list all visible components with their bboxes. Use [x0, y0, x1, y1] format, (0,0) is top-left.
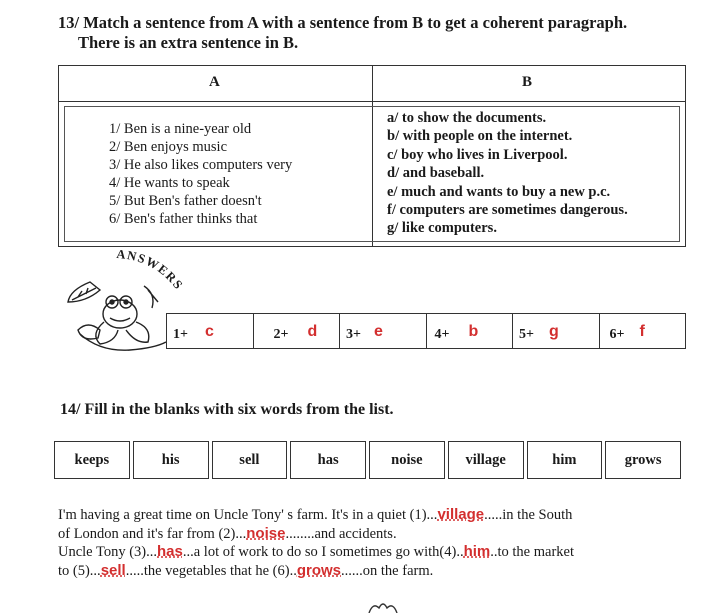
- frog-illustration-icon: [60, 272, 170, 362]
- answer-letter: b: [468, 323, 479, 340]
- exercise-13-subtitle: There is an extra sentence in B.: [78, 33, 299, 52]
- answers-row: [166, 313, 686, 349]
- answer-number: 6+: [609, 327, 625, 342]
- sentence-a-6: 6/ Ben's father thinks that: [109, 211, 258, 227]
- sentence-a-2: 2/ Ben enjoys music: [109, 139, 228, 155]
- answer-letter: d: [307, 323, 318, 340]
- answer-letter: g: [549, 323, 559, 340]
- word-box: sell: [212, 441, 288, 479]
- column-a-sentences: [109, 120, 292, 228]
- sentence-a-3: 3/ He also likes computers very: [109, 157, 293, 173]
- text-segment: ........and accidents.: [285, 525, 397, 542]
- sentence-a-5: 5/ But Ben's father doesn't: [109, 193, 262, 209]
- text-segment: of London and it's far from (2)...: [58, 525, 247, 542]
- paragraph-line: [58, 562, 574, 581]
- exercise-13-title: 13/ Match a sentence from A with a sentence from B to get a coherent paragraph.: [58, 13, 628, 32]
- filled-blank-3: has: [157, 543, 183, 560]
- sentence-b-g: g/ like computers.: [387, 220, 497, 237]
- answer-cell-3: [340, 314, 427, 348]
- text-segment: Uncle Tony (3)...: [58, 544, 157, 560]
- column-b-header: B: [522, 74, 533, 90]
- fill-in-paragraph: [58, 506, 574, 580]
- filled-blank-4: him: [463, 543, 491, 560]
- filled-blank-6: grows: [296, 561, 342, 579]
- filled-blank-1: village: [437, 506, 485, 523]
- matching-table: [58, 65, 686, 247]
- filled-blank-5: sell: [100, 561, 126, 579]
- text-segment: ......on the farm.: [341, 562, 434, 579]
- answer-cell-1: [167, 314, 254, 348]
- text-segment: I'm having a great time on Uncle Tony' s farm. It's in a quiet (1)...: [58, 507, 438, 523]
- sentence-b-e: e/ much and wants to buy a new p.c.: [387, 183, 611, 200]
- answer-cell-4: [427, 314, 514, 348]
- sentence-a-4: 4/ He wants to speak: [109, 175, 230, 191]
- paragraph-line: [58, 543, 574, 562]
- word-box: noise: [369, 441, 445, 479]
- answer-number: 3+: [346, 327, 361, 342]
- sentence-b-f: f/ computers are sometimes dangerous.: [387, 202, 628, 219]
- sentence-b-c: c/ boy who lives in Liverpool.: [387, 146, 568, 163]
- column-b-sentences: [387, 109, 628, 238]
- answer-number: 2+: [273, 327, 289, 342]
- sentence-b-a: a/ to show the documents.: [387, 110, 547, 126]
- word-box: his: [133, 441, 209, 479]
- text-segment: ..to the market: [490, 544, 575, 560]
- answer-number: 5+: [519, 327, 534, 342]
- answer-cell-6: [600, 314, 686, 348]
- answers-label: ANSWERS: [115, 250, 187, 293]
- answer-letter: e: [374, 323, 383, 340]
- filled-blank-2: noise: [246, 524, 286, 542]
- sentence-b-d: d/ and baseball.: [387, 165, 485, 182]
- word-box: keeps: [54, 441, 130, 479]
- word-box: grows: [605, 441, 681, 479]
- word-box: has: [290, 441, 366, 479]
- sentence-a-1: 1/ Ben is a nine-year old: [109, 121, 252, 137]
- answer-letter: f: [639, 323, 645, 340]
- word-list: [54, 441, 681, 479]
- answer-letter: c: [205, 323, 214, 340]
- column-a-header: A: [209, 74, 220, 90]
- decorative-mark-icon: [365, 600, 401, 613]
- exercise-14-title: 14/ Fill in the blanks with six words from the list.: [60, 401, 394, 418]
- text-segment: ...a lot of work to do so I sometimes go with(4)..: [182, 544, 464, 560]
- answer-cell-5: [513, 314, 600, 348]
- text-segment: .....the vegetables that he (6)..: [125, 562, 297, 579]
- answer-cell-2: [254, 314, 341, 348]
- answer-number: 4+: [434, 327, 450, 342]
- text-segment: .....in the South: [484, 507, 573, 523]
- paragraph-line: [58, 525, 574, 544]
- word-box: village: [448, 441, 524, 479]
- text-segment: to (5)...: [58, 562, 101, 579]
- answer-number: 1+: [173, 327, 188, 342]
- sentence-b-b: b/ with people on the internet.: [387, 128, 573, 145]
- paragraph-line: [58, 506, 574, 525]
- word-box: him: [527, 441, 603, 479]
